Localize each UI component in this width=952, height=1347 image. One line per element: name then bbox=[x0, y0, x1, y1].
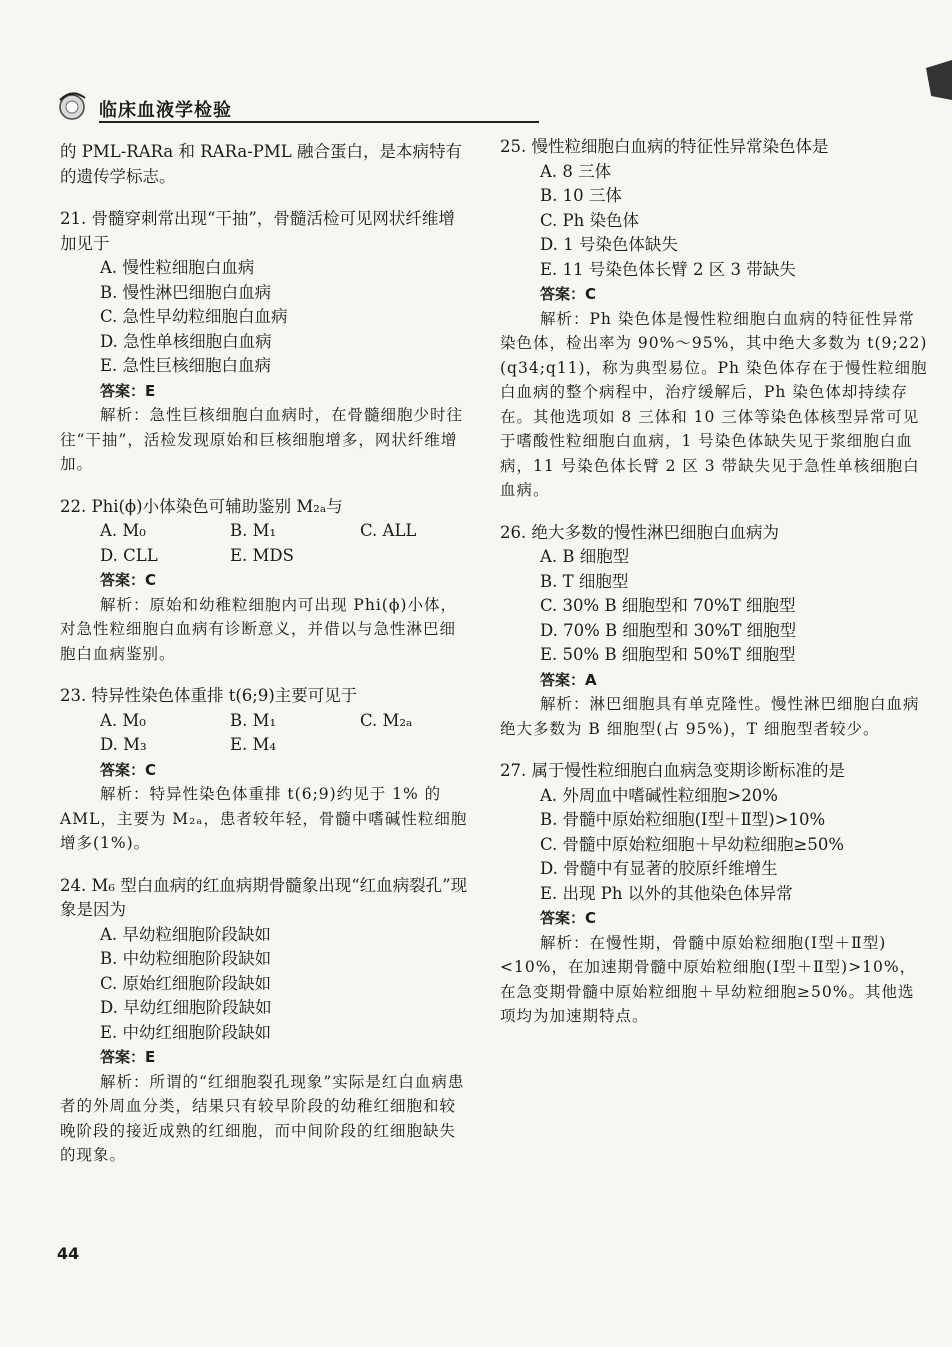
option-d: D. 70% B 细胞型和 30%T 细胞型 bbox=[540, 620, 797, 640]
option-e: E. M₄ bbox=[230, 735, 277, 754]
option-a: A. M₀ bbox=[100, 710, 146, 730]
option-b: B. M₁ bbox=[230, 710, 277, 730]
question-27 bbox=[500, 759, 930, 1029]
answer: 答案：C bbox=[540, 909, 597, 927]
options-grid bbox=[60, 519, 470, 568]
explanation: 解析：所谓的“红细胞裂孔现象”实际是红白血病患者的外周血分类，结果只有较早阶段的幼稚红细胞和较晚阶段的接近成熟的红细胞，而中间阶段的红细胞缺失的现象。 bbox=[60, 1072, 465, 1164]
left-column bbox=[60, 140, 470, 1168]
option-e: E. MDS bbox=[230, 545, 294, 565]
option-c: C. M₂ₐ bbox=[360, 710, 413, 730]
option-d: D. 早幼红细胞阶段缺如 bbox=[100, 998, 272, 1017]
option-b: B. 骨髓中原始粒细胞(Ⅰ型＋Ⅱ型)>10% bbox=[540, 810, 826, 829]
option-e: E. 中幼红细胞阶段缺如 bbox=[100, 1022, 272, 1042]
page-corner-mark bbox=[926, 60, 952, 100]
question-stem: 23. 特异性染色体重排 t(6;9)主要可见于 bbox=[60, 686, 358, 705]
option-b: B. 10 三体 bbox=[540, 186, 622, 205]
option-a: A. 慢性粒细胞白血病 bbox=[100, 258, 255, 277]
option-a: A. 8 三体 bbox=[540, 161, 612, 181]
question-stem: 21. 骨髓穿刺常出现“干抽”，骨髓活检可见网状纤维增加见于 bbox=[60, 209, 455, 253]
answer: 答案：C bbox=[100, 571, 157, 589]
explanation: 解析：在慢性期，骨髓中原始粒细胞(Ⅰ型＋Ⅱ型)<10%，在加速期骨髓中原始粒细胞(Ⅰ型＋Ⅱ型)>10%，在急变期骨髓中原始粒细胞＋早幼粒细胞≥50%。其他选项均为加速期特点。 bbox=[500, 933, 917, 1025]
answer: 答案：E bbox=[100, 1048, 156, 1066]
header-rule bbox=[99, 121, 539, 123]
option-c: C. 30% B 细胞型和 70%T 细胞型 bbox=[540, 596, 796, 615]
option-d: D. 1 号染色体缺失 bbox=[540, 235, 678, 254]
explanation: 解析：原始和幼稚粒细胞内可出现 Phi(ϕ)小体，对急性粒细胞白血病有诊断意义，并借以与急性淋巴细胞白血病鉴别。 bbox=[60, 595, 457, 663]
option-c: C. 骨髓中原始粒细胞＋早幼粒细胞≥50% bbox=[540, 834, 845, 854]
option-d: D. 急性单核细胞白血病 bbox=[100, 331, 272, 351]
option-a: A. 外周血中嗜碱性粒细胞>20% bbox=[540, 785, 778, 805]
explanation: 解析：急性巨核细胞白血病时，在骨髓细胞少时往往“干抽”，活检发现原始和巨核细胞增多，网状纤维增加。 bbox=[60, 406, 464, 473]
option-a: A. M₀ bbox=[100, 521, 146, 540]
question-stem: 25. 慢性粒细胞白血病的特征性异常染色体是 bbox=[500, 137, 829, 156]
explanation: 解析：特异性染色体重排 t(6;9)约见于 1% 的 AML，主要为 M₂ₐ，患者较年轻，骨髓中嗜碱性粒细胞增多(1%)。 bbox=[60, 785, 468, 852]
option-b: B. M₁ bbox=[230, 521, 277, 540]
option-e: E. 50% B 细胞型和 50%T 细胞型 bbox=[540, 645, 796, 664]
question-26 bbox=[500, 521, 930, 742]
book-title: 临床血液学检验 bbox=[99, 100, 232, 121]
answer: 答案：C bbox=[100, 760, 157, 779]
question-23 bbox=[60, 684, 470, 856]
page-number: 44 bbox=[57, 1244, 80, 1263]
answer: 答案：A bbox=[540, 670, 597, 689]
option-e: E. 11 号染色体长臂 2 区 3 带缺失 bbox=[540, 259, 796, 279]
book-logo-icon bbox=[55, 92, 89, 122]
option-c: C. ALL bbox=[360, 521, 417, 540]
explanation: 解析：淋巴细胞具有单克隆性。慢性淋巴细胞白血病绝大多数为 B 细胞型(占 95%)，T 细胞型者较少。 bbox=[500, 695, 920, 738]
question-stem: 26. 绝大多数的慢性淋巴细胞白血病为 bbox=[500, 522, 779, 542]
option-a: A. 早幼粒细胞阶段缺如 bbox=[100, 924, 271, 944]
options-grid bbox=[60, 709, 470, 758]
question-stem: 27. 属于慢性粒细胞白血病急变期诊断标准的是 bbox=[500, 761, 845, 780]
running-header bbox=[55, 92, 495, 124]
option-c: C. Ph 染色体 bbox=[540, 210, 639, 230]
question-25 bbox=[500, 135, 930, 503]
answer: 答案：C bbox=[540, 285, 597, 303]
option-d: D. M₃ bbox=[100, 735, 147, 754]
question-24 bbox=[60, 874, 470, 1168]
continued-text: 的 PML-RARa 和 RARa-PML 融合蛋白，是本病特有的遗传学标志。 bbox=[60, 142, 462, 186]
question-stem: 24. M₆ 型白血病的红血病期骨髓象出现“红血病裂孔”现象是因为 bbox=[60, 875, 468, 919]
option-c: C. 急性早幼粒细胞白血病 bbox=[100, 307, 288, 326]
option-c: C. 原始红细胞阶段缺如 bbox=[100, 973, 272, 993]
question-22 bbox=[60, 495, 470, 667]
option-b: B. 中幼粒细胞阶段缺如 bbox=[100, 949, 272, 968]
option-a: A. B 细胞型 bbox=[540, 547, 630, 566]
option-d: D. CLL bbox=[100, 545, 158, 565]
question-stem: 22. Phi(ϕ)小体染色可辅助鉴别 M₂ₐ与 bbox=[60, 496, 343, 516]
question-21 bbox=[60, 207, 470, 477]
explanation: 解析：Ph 染色体是慢性粒细胞白血病的特征性异常染色体，检出率为 90%～95%，其中绝大多数为 t(9;22)(q34;q11)，称为典型易位。Ph 染色体存在于慢性粒细胞白血病的整个病程中，治疗缓解后，Ph 染色体却持续存在。其他选项如 8 三体和 10 三体等染色体核型异常可见于嗜酸性粒细胞白血病，1 号染色体缺失见于浆细胞白血病，11 号染色体长臂 2 区 3 带缺失见于急性单核细胞白血病。 bbox=[500, 309, 928, 499]
option-b: B. 慢性淋巴细胞白血病 bbox=[100, 282, 272, 302]
answer: 答案：E bbox=[100, 381, 156, 400]
option-e: E. 急性巨核细胞白血病 bbox=[100, 356, 272, 375]
option-b: B. T 细胞型 bbox=[540, 571, 629, 591]
option-d: D. 骨髓中有显著的胶原纤维增生 bbox=[540, 859, 778, 878]
option-e: E. 出现 Ph 以外的其他染色体异常 bbox=[540, 883, 793, 903]
right-column bbox=[500, 135, 930, 1029]
